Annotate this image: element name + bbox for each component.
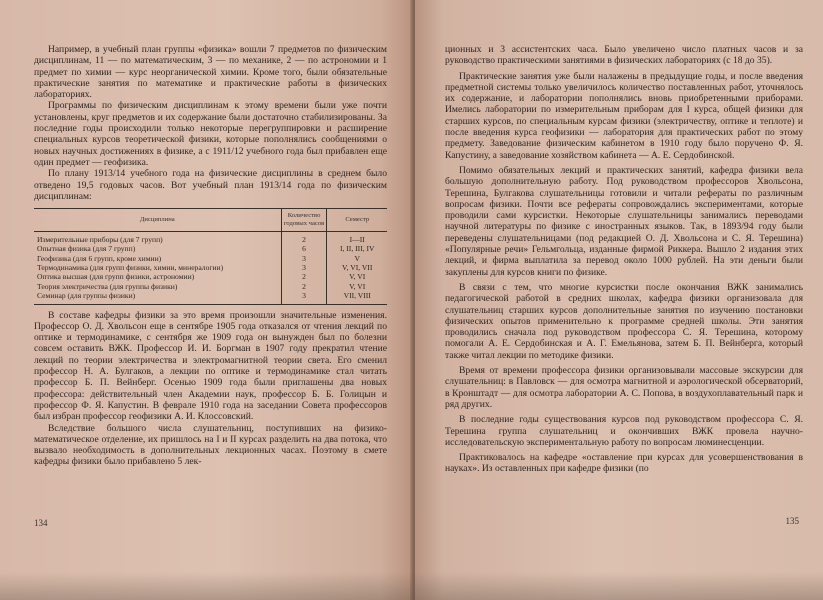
table-cell-hours: 3 (281, 263, 327, 272)
page-bottom-shadow (0, 572, 823, 600)
curriculum-table (34, 208, 387, 304)
page-number-right: 135 (785, 516, 799, 526)
table-cell-discipline: Оптика высшая (для групп физики, астрономии) (37, 272, 195, 282)
table-cell-discipline: Геофизика (для 6 групп, кроме химии) (37, 253, 162, 263)
table-cell-hours: 2 (281, 231, 327, 244)
table-cell-hours: 3 (281, 291, 327, 304)
table-cell-hours: 6 (281, 244, 327, 253)
page-number-left: 134 (34, 518, 48, 528)
table-row (34, 272, 387, 281)
table-cell-semester: V, VI (327, 272, 387, 281)
table-cell-semester: I—II (327, 231, 387, 244)
table-cell-discipline: Теория электричества (для группы физики) (37, 281, 178, 291)
table-cell-semester: VII, VIII (327, 291, 387, 304)
table-cell-discipline: Измерительные приборы (для 7 групп) (37, 234, 163, 244)
left-paragraph-2: Программы по физическим дисциплинам к этому времени были уже почти установлены, круг предметов и их содержание были достаточно стабилизированы. За последние годы происходили только некоторые перегруппировки и расширение специальных курсов теоретической физики, которые пополнялись сообщениями о новых научных достижениях в физике, а с 1911/12 учебного года был прибавлен еще один предмет — геофизика. (34, 100, 387, 168)
table-cell-discipline: Семинар (для группы физики) (34, 291, 281, 304)
left-paragraph-5: Вследствие большого числа слушательниц, поступивших на физико-математическое отделение, их пришлось на I и II курсах разделить на два потока, что вызвало необходимость в дополнительных лекционных часах. Поэтому в смете кафедры физики было прибавлено 5 лек- (34, 422, 387, 468)
table-row (34, 231, 387, 244)
table-row (34, 254, 387, 263)
right-paragraph-6: В последние годы существования курсов под руководством профессора С. Я. Терешина группа слушательниц и окончивших ВЖК провела научно-исследовательскую экспериментальную работу по вопросам люминесценции. (445, 414, 803, 448)
right-paragraph-1: ционных и 3 ассистентских часа. Было увеличено число платных часов и за руководство практическими занятиями в физических лабораториях (с 18 до 35). (445, 44, 803, 67)
table-cell-discipline: Опытная физика (для 7 групп) (37, 244, 136, 254)
table-header-semester: Семестр (327, 209, 387, 232)
table-cell-discipline: Термодинамика (для групп физики, химии, минералогии) (37, 262, 224, 272)
right-paragraph-4: В связи с тем, что многие курсистки после окончания ВЖК занимались педагогической работой в средних школах, кафедра физики организовала для слушательниц старших курсов дополнительные занятия по изучению постановки физических опытов применительно к программе средней школы. Эти занятия проводились сначала под руководством профессора С. Я. Терешина, которому помогали А. Е. Сердобинская и А. Г. Емельянова, затем Б. П. Вейнберга, который также читал лекции по методике физики. (445, 281, 803, 361)
right-paragraph-2: Практические занятия уже были налажены в предыдущие годы, и после введения предметной системы только увеличилось количество поставленных работ, уточнялось их содержание, и лаборатории пополнялись вновь приобретенными приборами. Имелись лаборатории по измерительным приборам для I курса, общей физики для старших курсов, по специальным курсам физики (электричеству, оптике и теплоте) и после введения курса геофизики — лаборатория для практических работ по этому предмету. Заведование физическим кабинетом в 1910 году было поручено Ф. Я. Капустину, а заведование хозяйством кабинета — А. Е. Сердобинской. (445, 70, 803, 161)
table-cell-semester: I, II, III, IV (327, 244, 387, 253)
table-row (34, 263, 387, 272)
table-row (34, 282, 387, 291)
table-cell-semester: V, VI, VII (327, 263, 387, 272)
right-paragraph-7: Практиковалось на кафедре «оставление при курсах для усовершенствования в науках». Из оставленных при кафедре физики (по (445, 452, 803, 475)
table-row (34, 291, 387, 304)
table-cell-hours: 3 (281, 254, 327, 263)
table-row (34, 244, 387, 253)
table-cell-hours: 2 (281, 272, 327, 281)
left-paragraph-4: В составе кафедры физики за это время произошли значительные изменения. Профессор О. Д. Хвольсон еще в сентябре 1905 года отказался от чтения лекций по оптике и термодинамике, с сентября же 1909 года он вынужден был по болезни совсем оставить ВЖК. Профессор И. И. Боргман в 1907 году прекратил чтение лекций по теории электричества и электромагнитной теории света. Его сменил профессор Н. А. Булгаков, а лекции по оптике и термодинамике стал читать профессор Б. П. Вейнберг. Осенью 1909 года были приглашены два новых профессора: действительный член Академии наук, профессор Б. Б. Голицын и профессор Ф. Я. Капустин. В феврале 1910 года на заседании Совета профессоров был избран профессор геофизики А. И. Клоссовский. (34, 309, 387, 423)
left-paragraph-3: По плану 1913/14 учебного года на физические дисциплины в среднем было отведено 19,5 годовых часов. Вот учебный план 1913/14 года по физическим дисциплинам: (34, 168, 387, 202)
table-header-discipline: Дисциплина (34, 209, 281, 232)
right-paragraph-5: Время от времени профессора физики организовывали массовые экскурсии для слушательниц: в Павловск — для осмотра магнитной и аэрологической обсерваторий, в Кронштадт — для осмотра лаборатории А. С. Попова, в воздухоплавательный парк и ряд других. (445, 365, 803, 410)
table-cell-semester: V, VI (327, 282, 387, 291)
table-cell-hours: 2 (281, 282, 327, 291)
right-page (415, 0, 823, 600)
table-cell-semester: V (327, 254, 387, 263)
left-paragraph-1: Например, в учебный план группы «физика» вошли 7 предметов по физическим дисциплинам, 11 — по математическим, 3 — по механике, 2 — по астрономии и 1 предмет по химии — курс неорганической химии. Кроме того, были обязательные практические занятия по математике и практические работы в физических лабораториях. (34, 44, 387, 101)
right-paragraph-3: Помимо обязательных лекций и практических занятий, кафедра физики вела большую дополнительную работу. Под руководством профессоров Хвольсона, Терешина, Булгакова слушательницы готовили и читали рефераты по различным вопросам физики. Почти все рефераты сопровождались экспериментами, которые проводили сами курсистки. Некоторые слушательницы занимались переводами научной литературы по физике с иностранных языков. Так, в 1893/94 году были переведены слушательницами (под редакцией О. Д. Хвольсона и С. Я. Терешина) «Популярные речи» Гельмгольца, изданные фирмой Риккера. Вышло 2 издания этих лекций, и фирма выплатила за перевод около 1000 рублей. На эти деньги были закуплены для курсов книги по физике. (445, 164, 803, 278)
table-header-hours: Количество годовых часов (281, 209, 327, 232)
